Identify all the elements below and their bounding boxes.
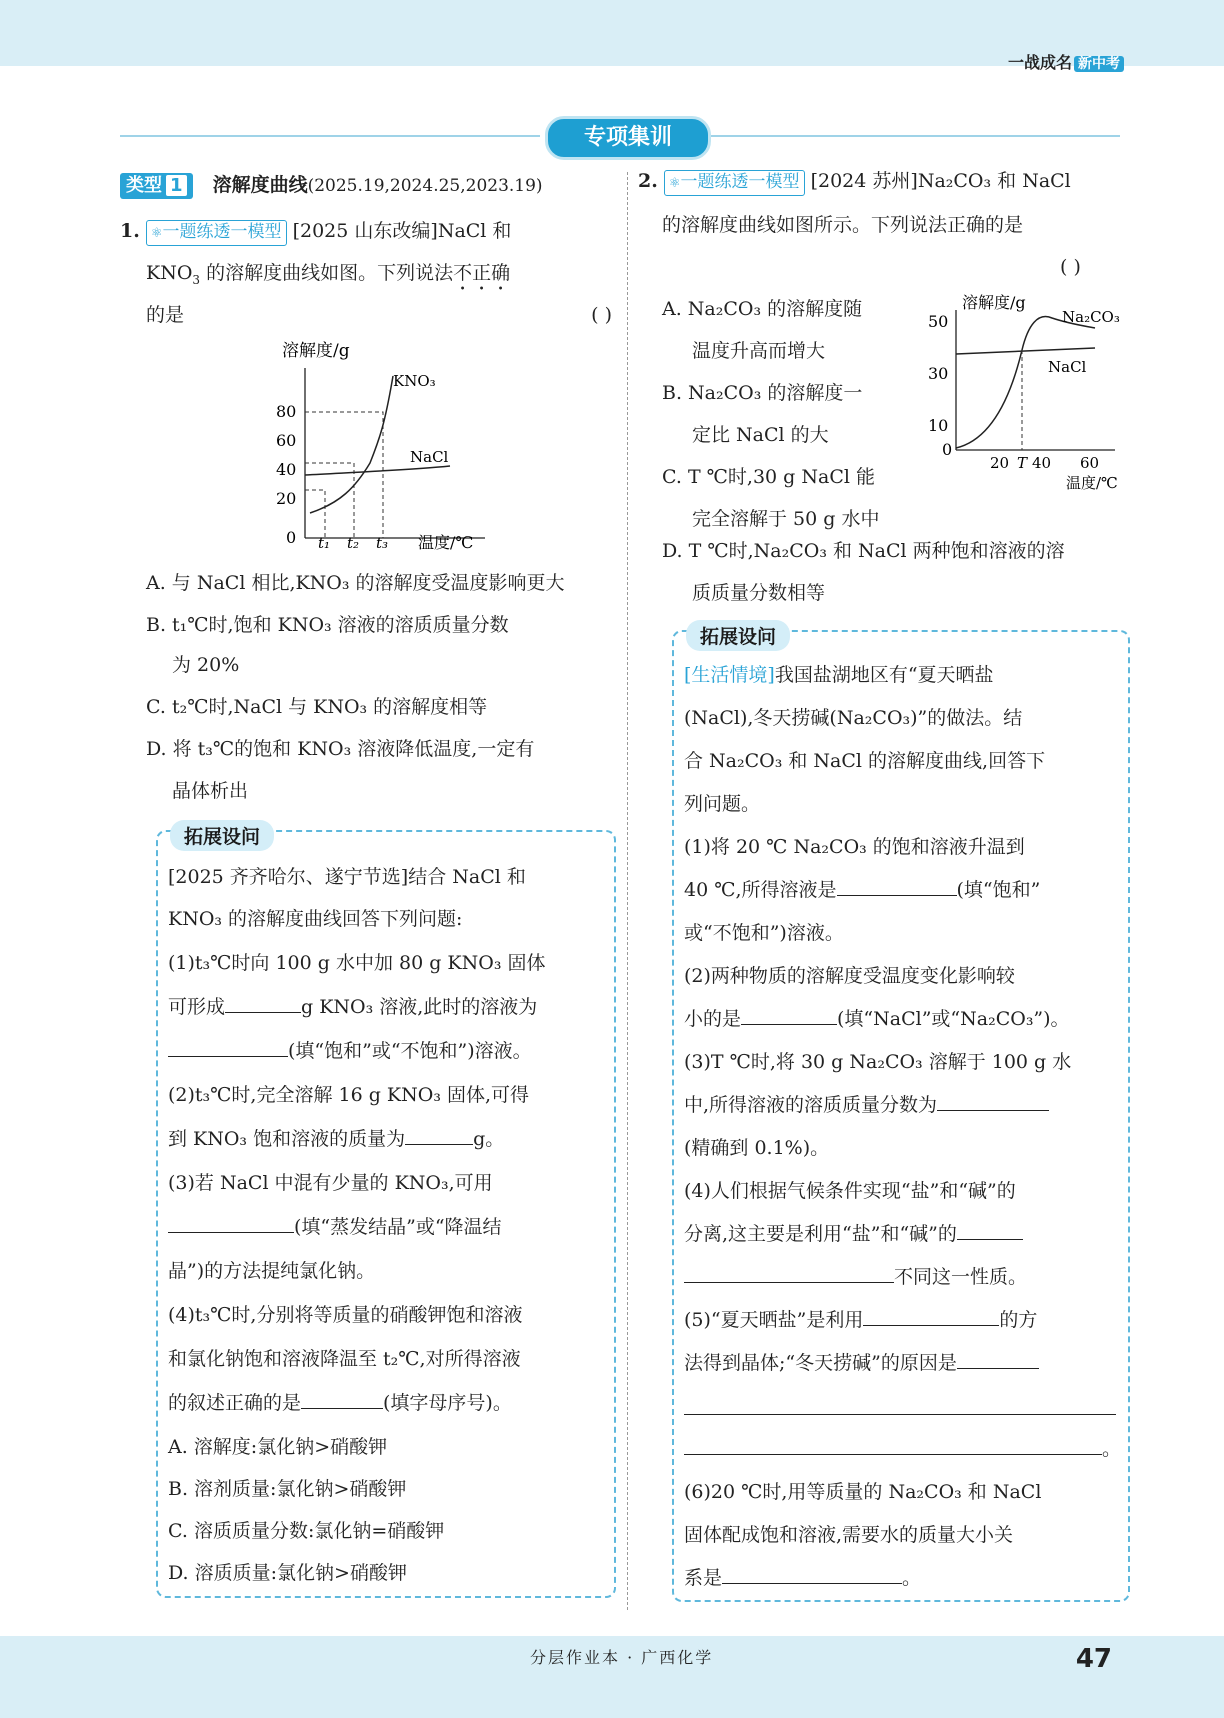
extension-title-2: 拓展设问: [686, 620, 790, 651]
brand-logo: 一战成名 新中考: [1008, 50, 1124, 73]
chart2: [920, 290, 1140, 495]
ext2-line: (精确到 0.1%)。: [684, 1137, 830, 1159]
ext1-line: KNO₃ 的溶解度曲线回答下列问题:: [168, 908, 463, 930]
ext1-line: [2025 齐齐哈尔、遂宁节选]结合 NaCl 和: [168, 866, 526, 888]
page-number: 47: [1075, 1644, 1112, 1674]
ext2-line: (1)将 20 ℃ Na₂CO₃ 的饱和溶液升温到: [684, 836, 1025, 858]
ext1-option: D. 溶质质量:氯化钠>硝酸钾: [168, 1562, 407, 1584]
q1-optA: A. 与 NaCl 相比,KNO₃ 的溶解度受温度影响更大: [146, 572, 565, 594]
chart2-ytick: 10: [928, 416, 949, 435]
chart2-xtick: T: [1017, 454, 1028, 472]
q2-line1: 2. ⚛一题练透一模型 [2024 苏州]Na₂CO₃ 和 NaCl: [638, 168, 1071, 196]
ext2-line: (4)人们根据气候条件实现“盐”和“碱”的: [684, 1180, 1016, 1202]
chart1-nacl-label: NaCl: [410, 448, 449, 466]
molecule-icon: ⚛: [150, 226, 163, 241]
type-badge: 类型 1: [120, 173, 193, 199]
ext2-line: (NaCl),冬天捞碱(Na₂CO₃)”的做法。结: [684, 707, 1023, 729]
ext2-line: 40 ℃,所得溶液是 (填“饱和”: [684, 879, 1041, 901]
ext1-line: (填“蒸发结晶”或“降温结: [168, 1214, 502, 1240]
ext2-line: (5)“夏天晒盐”是利用 的方: [684, 1309, 1038, 1331]
chart1-ylabel: 溶解度/g: [282, 341, 350, 361]
footer-text: 分层作业本 · 广西化学: [530, 1648, 714, 1667]
q2-optD-cont: 质质量分数相等: [692, 582, 826, 604]
q1-optD: D. 将 t₃℃的饱和 KNO₃ 溶液降低温度,一定有: [146, 738, 535, 760]
model-tag: ⚛一题练透一模型: [664, 170, 805, 196]
ext2-line: 固体配成饱和溶液,需要水的质量大小关: [684, 1524, 1014, 1546]
q2-line2: 的溶解度曲线如图所示。下列说法正确的是: [662, 214, 1024, 236]
ext1-line: (2)t₃℃时,完全溶解 16 g KNO₃ 固体,可得: [168, 1084, 530, 1106]
ext1-line: (1)t₃℃时向 100 g 水中加 80 g KNO₃ 固体: [168, 952, 546, 974]
ext2-line: 小的是 (填“NaCl”或“Na₂CO₃”)。: [684, 1008, 1070, 1030]
chart2-ytick: 30: [928, 364, 949, 383]
chart2-xtick: 20: [990, 454, 1010, 472]
chart1-ytick: 0: [286, 528, 297, 547]
ext2-line: 系是 。: [684, 1567, 922, 1589]
chart1-ytick: 20: [276, 489, 297, 508]
chart2-na2co3-label: Na₂CO₃: [1062, 308, 1120, 326]
ext1-option: C. 溶质质量分数:氯化钠=硝酸钾: [168, 1520, 445, 1542]
ext1-line: 和氯化钠饱和溶液降温至 t₂℃,对所得溶液: [168, 1348, 521, 1370]
section-title: 专项集训: [545, 116, 711, 160]
ext2-line: 分离,这主要是利用“盐”和“碱”的: [684, 1221, 1023, 1247]
ext2-line: (2)两种物质的溶解度受温度变化影响较: [684, 965, 1015, 987]
chart1-xlabel: 温度/℃: [418, 533, 474, 552]
q1-line1: 1. ⚛一题练透一模型 [2025 山东改编]NaCl 和: [120, 218, 511, 246]
ext1-line: (4)t₃℃时,分别将等质量的硝酸钾饱和溶液: [168, 1304, 523, 1326]
ext1-option: B. 溶剂质量:氯化钠>硝酸钾: [168, 1478, 407, 1500]
ext1-line: 可形成 g KNO₃ 溶液,此时的溶液为: [168, 996, 538, 1018]
chart2-nacl-curve: [956, 348, 1095, 354]
ext2-line: 不同这一性质。: [684, 1264, 1027, 1290]
q1-optB: B. t₁℃时,饱和 KNO₃ 溶液的溶质质量分数: [146, 614, 509, 636]
q2-optD: D. T ℃时,Na₂CO₃ 和 NaCl 两种饱和溶液的溶: [662, 540, 1065, 562]
chart2-xtick: 60: [1080, 454, 1100, 472]
chart1-nacl-curve: [305, 466, 450, 475]
chart2-na2co3-curve: [956, 317, 1095, 448]
q2-optC-cont: 完全溶解于 50 g 水中: [692, 508, 880, 530]
ext2-line: 合 Na₂CO₃ 和 NaCl 的溶解度曲线,回答下: [684, 750, 1046, 772]
type-heading: 类型 1 溶解度曲线(2025.19,2024.25,2023.19): [120, 172, 543, 199]
q2-optB: B. Na₂CO₃ 的溶解度一: [662, 382, 863, 404]
chart1-kno3-curve: [310, 376, 393, 513]
q2-optC: C. T ℃时,30 g NaCl 能: [662, 466, 875, 488]
q1-line3: 的是 ( ): [146, 304, 612, 326]
chart1-kno3-label: KNO₃: [393, 372, 436, 390]
q1-line2: $KNO_3$ 的溶解度曲线如图。下列说法不正确: [146, 262, 511, 287]
ext2-line: 或“不饱和”)溶液。: [684, 922, 844, 944]
column-divider: [627, 172, 628, 1610]
ext2-line: 中,所得溶液的溶质质量分数为: [684, 1092, 1049, 1118]
ext1-line: (填“饱和”或“不饱和”)溶液。: [168, 1038, 532, 1064]
ext1-line: 晶”)的方法提纯氯化钠。: [168, 1260, 376, 1282]
chart1-xtick: t₁: [318, 534, 331, 552]
ext2-line: (3)T ℃时,将 30 g Na₂CO₃ 溶解于 100 g 水: [684, 1051, 1072, 1073]
chart2-ytick: 0: [942, 440, 953, 459]
chart1-ytick: 80: [276, 402, 297, 421]
ext1-line: 的叙述正确的是 (填字母序号)。: [168, 1392, 512, 1414]
ext2-line: (6)20 ℃时,用等质量的 Na₂CO₃ 和 NaCl: [684, 1481, 1042, 1503]
ext1-line: 到 KNO₃ 饱和溶液的质量为 g。: [168, 1128, 505, 1150]
chart2-nacl-label: NaCl: [1048, 358, 1087, 376]
q1-optB-cont: 为 20%: [172, 654, 240, 676]
chart1-ytick: 60: [276, 431, 297, 450]
q2-paren: ( ): [1060, 256, 1081, 278]
molecule-icon: ⚛: [668, 176, 681, 191]
q1-optD-cont: 晶体析出: [172, 780, 249, 802]
q2-optB-cont: 定比 NaCl 的大: [692, 424, 829, 446]
chart2-ylabel: 溶解度/g: [962, 293, 1026, 312]
chart1-xtick: t₃: [376, 534, 389, 552]
q2-optA-cont: 温度升高而增大: [692, 340, 826, 362]
q2-optA: A. Na₂CO₃ 的溶解度随: [662, 298, 863, 320]
chart1-xtick: t₂: [347, 534, 360, 552]
ext2-line: 。: [684, 1436, 1121, 1462]
chart2-ytick: 50: [928, 312, 949, 331]
ext2-line: [生活情境]我国盐湖地区有“夏天晒盐: [684, 664, 994, 686]
ext2-line: 法得到晶体;“冬天捞碱”的原因是: [684, 1350, 1039, 1376]
ext1-line: (3)若 NaCl 中混有少量的 KNO₃,可用: [168, 1172, 493, 1194]
ext1-option: A. 溶解度:氯化钠>硝酸钾: [168, 1436, 388, 1458]
chart1-ytick: 40: [276, 460, 297, 479]
chart1: [260, 338, 500, 560]
ext2-line: 列问题。: [684, 793, 761, 815]
chart2-xtick: 40: [1032, 454, 1052, 472]
extension-title-1: 拓展设问: [170, 820, 274, 851]
ext2-answer-line: [684, 1414, 1116, 1415]
model-tag: ⚛一题练透一模型: [146, 220, 287, 246]
chart1-yticks: [276, 402, 296, 547]
q1-optC: C. t₂℃时,NaCl 与 KNO₃ 的溶解度相等: [146, 696, 488, 718]
chart2-xlabel: 温度/℃: [1066, 474, 1118, 492]
